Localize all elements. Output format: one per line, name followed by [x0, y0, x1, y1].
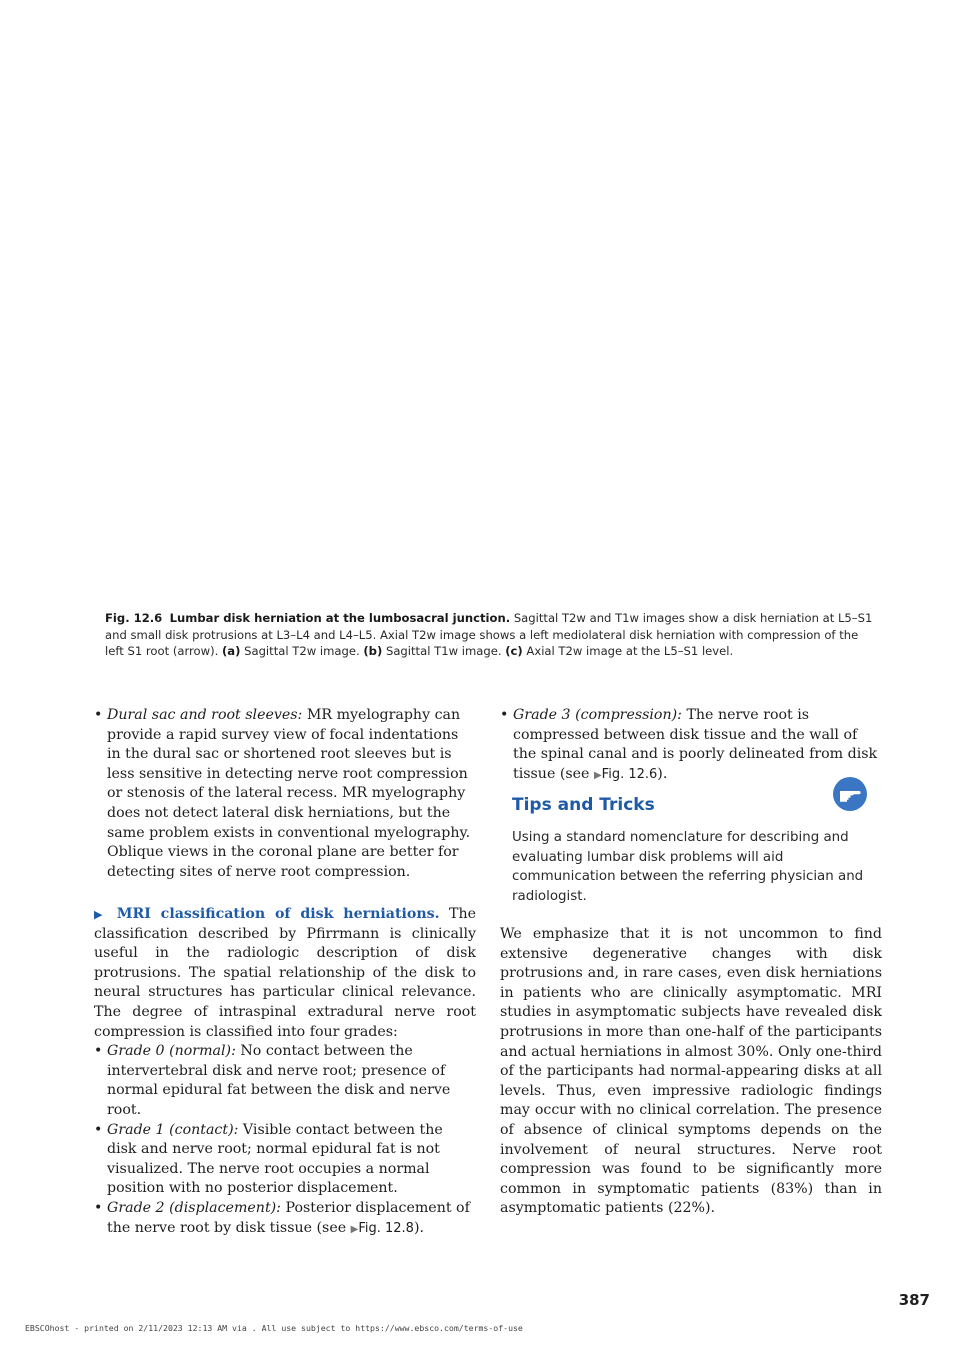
bullet-grade-3 [500, 706, 882, 785]
caption-c-label: (c) [505, 644, 523, 658]
bullet-text: Visible contact between the disk and nerve root; normal epidural fat is not visualized. The nerve root occupies a normal position with no posterior displacement. [107, 1121, 443, 1197]
caption-label: Fig. 12.6 [105, 611, 163, 625]
right-column-top [500, 706, 882, 785]
left-column-top [94, 706, 476, 882]
section-arrow-icon: ▶ [94, 908, 108, 921]
bullet-text: No contact between the intervertebral disk and nerve root; presence of normal epidural fat between the disk and nerve root. [107, 1043, 451, 1118]
caption-text: Sagittal T2w and T1w images show a disk herniation at L5–S1 and small disk protrusions at L3–L4 and L4–L5. Axial T2w image shows a left mediolateral disk herniation with compression of the left S1 root (arrow). [105, 611, 873, 658]
bullet-term: Grade 2 (displacement): [107, 1199, 281, 1216]
bullet-tail: ). [657, 765, 668, 782]
caption-title: Lumbar disk herniation at the lumbosacral junction. [169, 611, 511, 625]
caption-b-text: Sagittal T1w image. [385, 644, 502, 658]
figure-caption [105, 610, 875, 660]
bullet-term: Grade 0 (normal): [107, 1043, 236, 1060]
caption-c-text: Axial T2w image at the L5–S1 level. [526, 644, 734, 658]
ref-arrow-icon: ▶ [350, 1223, 359, 1235]
bullet-term: Dural sac and root sleeves: [107, 707, 303, 723]
tips-title: Tips and Tricks [512, 795, 655, 815]
bullet-text: MR myelography can provide a rapid survey view of focal indentations in the dural sac or shortened root sleeves but is less sensitive in detecting nerve root compression or stenosis of the lateral recess. MR myelography does not detect lateral disk herniations, but the same problem exists in conventional myelography. Oblique views in the coronal plane are better for detecting sites of nerve root compression. [107, 707, 471, 880]
bullet-term: Grade 3 (compression): [513, 707, 682, 723]
print-footer: EBSCOhost - printed on 2/11/2023 12:13 AM via . All use subject to https://www.ebsco.com/terms-of-use [25, 1323, 523, 1333]
bullet-dural-sac [94, 706, 476, 882]
bullet-grade-0 [94, 1042, 476, 1120]
right-column-bottom [500, 925, 882, 1219]
caption-a-text: Sagittal T2w image. [244, 644, 360, 658]
tips-box [512, 776, 877, 906]
caption-a-label: (a) [222, 644, 241, 658]
bullet-grade-1 [94, 1121, 476, 1199]
classification-paragraph [94, 905, 476, 1042]
bullet-grade-2 [94, 1199, 476, 1239]
tips-body: Using a standard nomenclature for describing and evaluating lumbar disk problems will aid communication between the referring physician and radiologist. [512, 830, 864, 904]
ref-arrow-icon: ▶ [593, 769, 602, 781]
left-column-bottom [94, 905, 476, 1239]
section-heading: MRI classification of disk herniations. [116, 906, 440, 922]
bullet-term: Grade 1 (contact): [107, 1121, 239, 1138]
body-paragraph: We emphasize that it is not uncommon to find extensive degenerative changes with disk protrusions and, in rare cases, even disk herniations in patients who are clinically asymptomatic. MRI studies in asymptomatic subjects have revealed disk protrusions in more than one-half of the participants and actual herniations in almost 30%. Only one-third of the participants had normal-appearing disks at all levels. Thus, even impressive radiologic findings may occur with no clinical correlation. The presence of absence of clinical symptoms depends on the involvement of neural structures. Nerve root compression was found to be significantly more common in symptomatic patients (83%) than in asymptomatic patients (22%). [500, 926, 882, 1217]
section-intro: The classification described by Pfirrmann is clinically useful in the radiologic description of disk protrusions. The spatial relationship of the disk to neural structures has particular clinical relevance. The degree of intraspinal extradural nerve root compression is classified into four grades: [94, 906, 477, 1040]
bullet-tail: ). [413, 1219, 424, 1236]
bullet-text: Posterior displacement of the nerve root by disk tissue (see [107, 1199, 470, 1236]
figure-image-area [94, 40, 880, 595]
caption-b-label: (b) [363, 644, 383, 658]
figure-reference-link[interactable]: Fig. 12.6 [601, 766, 658, 782]
figure-reference-link[interactable]: Fig. 12.8 [358, 1220, 414, 1236]
pointing-hand-icon [832, 776, 868, 812]
bullet-text: The nerve root is compressed between disk tissue and the wall of the spinal canal and is poorly delineated from disk tissue (see [513, 707, 878, 782]
page-number: 387 [898, 1291, 930, 1309]
